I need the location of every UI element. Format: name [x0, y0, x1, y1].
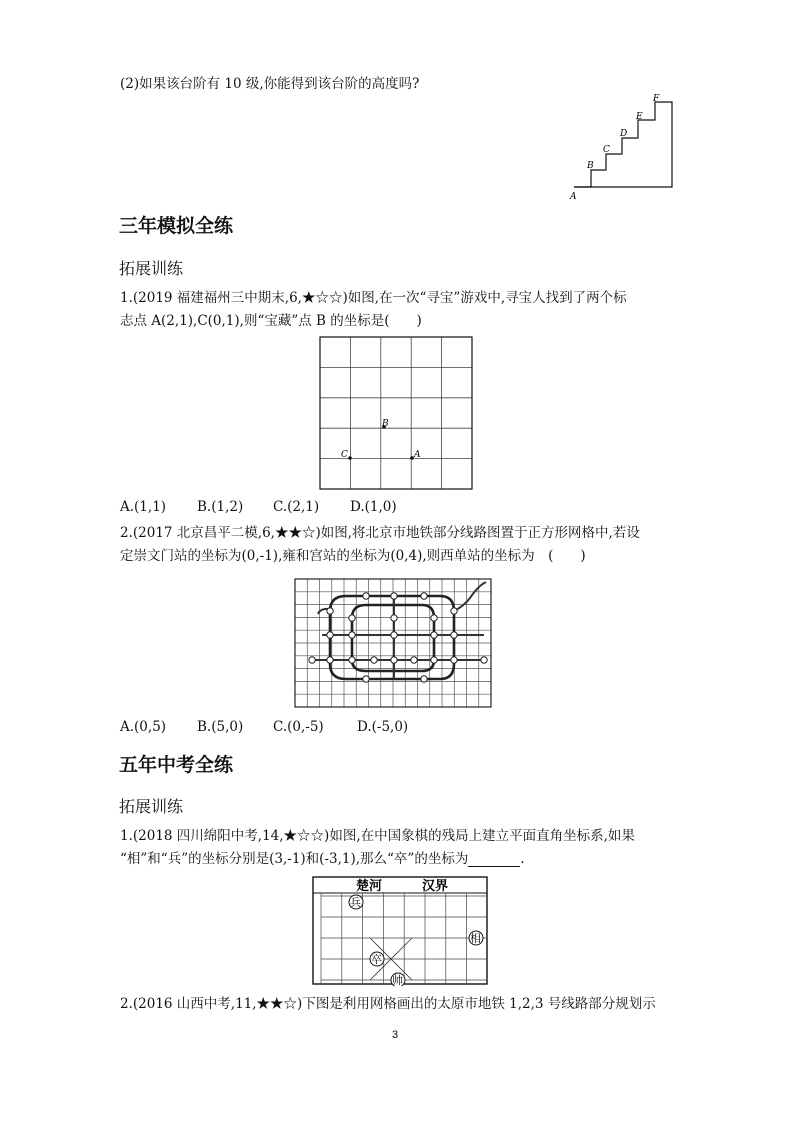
- stair-label-d: D: [620, 129, 628, 139]
- option-d: D.(-5,0): [357, 719, 409, 735]
- answer-blank: [468, 852, 520, 867]
- option-b: B.(5,0): [197, 719, 244, 735]
- piece-zu: 卒: [371, 953, 382, 966]
- point-label-b: B: [382, 419, 389, 429]
- stair-label-e: E: [636, 112, 643, 122]
- stair-label-c: C: [603, 145, 610, 155]
- piece-xiang: 相: [470, 932, 481, 945]
- question-text: 1.(2018 四川绵阳中考,14,★☆☆)如图,在中国象棋的残局上建立平面直角坐标系,如果: [120, 828, 635, 844]
- option-b: B.(1,2): [197, 499, 244, 515]
- stair-label-a: A: [570, 192, 577, 202]
- question-text: 2.(2016 山西中考,11,★★☆)下图是利用网格画出的太原市地铁 1,2,3 号线路部分规划示: [120, 996, 656, 1012]
- question-text-end: .: [520, 851, 525, 867]
- option-c: C.(2,1): [273, 499, 320, 515]
- point-label-c: C: [341, 450, 348, 460]
- piece-bing: 兵: [350, 896, 361, 909]
- question-text: (2)如果该台阶有 10 级,你能得到该台阶的高度吗?: [120, 76, 420, 92]
- question-text: 1.(2019 福建福州三中期末,6,★☆☆)如图,在一次“寻宝”游戏中,寻宝人找到了两个标: [120, 290, 627, 306]
- section-title: 三年模拟全练: [119, 215, 234, 237]
- river-right-label: 汉界: [422, 879, 449, 894]
- question-text: 志点 A(2,1),C(0,1),则“宝藏”点 B 的坐标是( ): [120, 313, 422, 329]
- piece-shuai: 帅: [392, 974, 403, 986]
- section-subtitle: 拓展训练: [119, 797, 184, 816]
- section-subtitle: 拓展训练: [119, 259, 184, 278]
- point-label-a: A: [414, 450, 421, 460]
- option-d: D.(1,0): [350, 499, 397, 515]
- stair-label-b: B: [587, 161, 594, 171]
- section-title: 五年中考全练: [119, 754, 234, 776]
- treasure-grid-figure: [318, 336, 476, 492]
- chess-board-figure: [312, 876, 488, 986]
- question-text-part: “相”和“兵”的坐标分别是(3,-1)和(-3,1),那么“卒”的坐标为: [120, 851, 469, 867]
- river-left-label: 楚河: [356, 879, 383, 894]
- question-text: 定崇文门站的坐标为(0,-1),雍和宫站的坐标为(0,4),则西单站的坐标为 ( ): [120, 548, 586, 564]
- option-a: A.(1,1): [120, 499, 167, 515]
- staircase-figure: [566, 92, 680, 204]
- option-c: C.(0,-5): [273, 719, 324, 735]
- subway-map-figure: [294, 578, 492, 708]
- page-number: 3: [392, 1029, 399, 1041]
- question-text: 2.(2017 北京昌平二模,6,★★☆)如图,将北京市地铁部分线路图置于正方形网格中,若设: [120, 525, 640, 541]
- stair-label-f: F: [653, 94, 660, 104]
- question-text: [120, 851, 525, 867]
- option-a: A.(0,5): [120, 719, 167, 735]
